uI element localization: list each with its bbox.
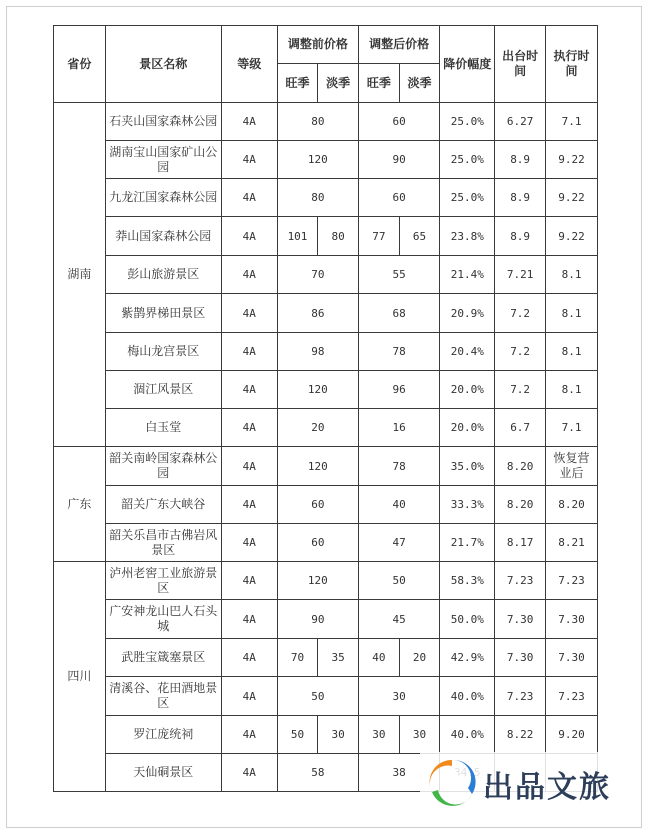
effective-cell: 9.20 — [546, 716, 598, 754]
scenic-name: 天仙硐景区 — [105, 754, 221, 792]
table-row — [54, 677, 598, 716]
discount-cell: 25.0% — [440, 103, 495, 141]
header-discount: 降价幅度 — [440, 26, 495, 103]
scenic-name: 紫鹊界梯田景区 — [105, 294, 221, 333]
price-after-off: 65 — [399, 217, 440, 256]
price-before: 98 — [277, 333, 358, 371]
effective-cell: 8.20 — [546, 486, 598, 524]
level-cell: 4A — [221, 103, 277, 141]
price-before: 60 — [277, 486, 358, 524]
price-after: 78 — [359, 333, 440, 371]
effective-cell: 8.1 — [546, 371, 598, 409]
price-before: 120 — [277, 141, 358, 179]
level-cell: 4A — [221, 754, 277, 792]
effective-cell: 8.1 — [546, 256, 598, 294]
table-row — [54, 141, 598, 179]
level-cell: 4A — [221, 333, 277, 371]
watermark-logo-icon — [424, 754, 480, 810]
effective-cell: 8.21 — [546, 524, 598, 562]
price-after: 40 — [359, 486, 440, 524]
table-row — [54, 371, 598, 409]
discount-cell: 42.9% — [440, 639, 495, 677]
header-before-peak: 旺季 — [277, 64, 318, 103]
scenic-name: 湖南宝山国家矿山公园 — [105, 141, 221, 179]
level-cell: 4A — [221, 217, 277, 256]
level-cell: 4A — [221, 294, 277, 333]
table-row — [54, 217, 598, 256]
release-cell: 7.23 — [495, 677, 546, 716]
level-cell: 4A — [221, 524, 277, 562]
price-after-peak: 30 — [359, 716, 400, 754]
release-cell: 7.30 — [495, 639, 546, 677]
price-after: 60 — [359, 103, 440, 141]
price-after: 38 — [359, 754, 440, 792]
release-cell: 7.30 — [495, 600, 546, 639]
scenic-name: 韶关乐昌市古佛岩风景区 — [105, 524, 221, 562]
table-row — [54, 600, 598, 639]
price-before: 20 — [277, 409, 358, 447]
discount-cell: 40.0% — [440, 716, 495, 754]
discount-cell: 58.3% — [440, 562, 495, 600]
release-cell: 7.2 — [495, 294, 546, 333]
level-cell: 4A — [221, 179, 277, 217]
price-before: 58 — [277, 754, 358, 792]
table-row — [54, 524, 598, 562]
header-level: 等级 — [221, 26, 277, 103]
header-after-off: 淡季 — [399, 64, 440, 103]
price-after: 16 — [359, 409, 440, 447]
scenic-name: 韶关广东大峡谷 — [105, 486, 221, 524]
price-after-peak: 40 — [359, 639, 400, 677]
release-cell: 8.20 — [495, 447, 546, 486]
header-after-peak: 旺季 — [359, 64, 400, 103]
scenic-name: 清溪谷、花田酒地景区 — [105, 677, 221, 716]
price-before: 80 — [277, 103, 358, 141]
watermark-text: 出品文旅 — [483, 770, 611, 805]
table-row — [54, 639, 598, 677]
discount-cell: 21.7% — [440, 524, 495, 562]
table-row — [54, 716, 598, 754]
discount-cell: 20.9% — [440, 294, 495, 333]
discount-cell: 25.0% — [440, 179, 495, 217]
discount-cell: 20.4% — [440, 333, 495, 371]
discount-cell: 21.4% — [440, 256, 495, 294]
scenic-name: 莽山国家森林公园 — [105, 217, 221, 256]
effective-cell: 7.1 — [546, 409, 598, 447]
release-cell: 7.2 — [495, 333, 546, 371]
header-release-time: 出台时间 — [495, 26, 546, 103]
province-cell: 湖南 — [54, 103, 106, 447]
price-before-peak: 50 — [277, 716, 318, 754]
price-after: 68 — [359, 294, 440, 333]
scenic-name: 广安神龙山巴人石头城 — [105, 600, 221, 639]
level-cell: 4A — [221, 562, 277, 600]
province-cell: 广东 — [54, 447, 106, 562]
effective-cell: 7.1 — [546, 103, 598, 141]
price-before: 70 — [277, 256, 358, 294]
price-after: 60 — [359, 179, 440, 217]
table-row — [54, 256, 598, 294]
effective-cell: 8.1 — [546, 333, 598, 371]
price-before-peak: 101 — [277, 217, 318, 256]
header-before-off: 淡季 — [318, 64, 359, 103]
effective-cell: 7.30 — [546, 600, 598, 639]
price-before-off: 35 — [318, 639, 359, 677]
discount-cell: 25.0% — [440, 141, 495, 179]
level-cell: 4A — [221, 141, 277, 179]
release-cell: 8.9 — [495, 217, 546, 256]
header-price-after: 调整后价格 — [359, 26, 440, 64]
discount-cell: 35.0% — [440, 447, 495, 486]
watermark — [420, 752, 630, 812]
price-after-off: 20 — [399, 639, 440, 677]
price-before: 120 — [277, 562, 358, 600]
header-province: 省份 — [54, 26, 106, 103]
price-after-peak: 77 — [359, 217, 400, 256]
level-cell: 4A — [221, 371, 277, 409]
effective-cell: 9.22 — [546, 179, 598, 217]
level-cell: 4A — [221, 677, 277, 716]
scenic-name: 武胜宝箴塞景区 — [105, 639, 221, 677]
effective-cell: 7.23 — [546, 677, 598, 716]
effective-cell: 9.22 — [546, 141, 598, 179]
release-cell: 6.7 — [495, 409, 546, 447]
table-row — [54, 562, 598, 600]
price-before: 80 — [277, 179, 358, 217]
scenic-name: 罗江庞统祠 — [105, 716, 221, 754]
scenic-name: 九龙江国家森林公园 — [105, 179, 221, 217]
table-row — [54, 333, 598, 371]
province-cell: 四川 — [54, 562, 106, 792]
table-row — [54, 103, 598, 141]
level-cell: 4A — [221, 447, 277, 486]
effective-cell: 7.23 — [546, 562, 598, 600]
discount-cell: 23.8% — [440, 217, 495, 256]
release-cell: 8.20 — [495, 486, 546, 524]
release-cell: 8.9 — [495, 179, 546, 217]
table-row — [54, 486, 598, 524]
price-after: 78 — [359, 447, 440, 486]
scenic-name: 泸州老窖工业旅游景区 — [105, 562, 221, 600]
release-cell: 7.23 — [495, 562, 546, 600]
discount-cell: 33.3% — [440, 486, 495, 524]
effective-cell: 恢复营业后 — [546, 447, 598, 486]
scenic-name: 韶关南岭国家森林公园 — [105, 447, 221, 486]
price-after: 47 — [359, 524, 440, 562]
header-effective-time: 执行时间 — [546, 26, 598, 103]
level-cell: 4A — [221, 486, 277, 524]
release-cell: 8.9 — [495, 141, 546, 179]
release-cell: 7.21 — [495, 256, 546, 294]
scenic-name: 白玉堂 — [105, 409, 221, 447]
effective-cell: 8.1 — [546, 294, 598, 333]
level-cell: 4A — [221, 600, 277, 639]
scenic-name: 彭山旅游景区 — [105, 256, 221, 294]
release-cell: 6.27 — [495, 103, 546, 141]
discount-cell: 40.0% — [440, 677, 495, 716]
level-cell: 4A — [221, 639, 277, 677]
price-after: 55 — [359, 256, 440, 294]
price-table — [53, 25, 598, 792]
price-before: 90 — [277, 600, 358, 639]
table-row — [54, 409, 598, 447]
price-before: 50 — [277, 677, 358, 716]
price-after: 45 — [359, 600, 440, 639]
price-after: 30 — [359, 677, 440, 716]
discount-cell: 20.0% — [440, 371, 495, 409]
price-before: 60 — [277, 524, 358, 562]
price-before: 120 — [277, 447, 358, 486]
effective-cell: 7.30 — [546, 639, 598, 677]
level-cell: 4A — [221, 409, 277, 447]
price-after-off: 30 — [399, 716, 440, 754]
release-cell: 8.17 — [495, 524, 546, 562]
price-after: 96 — [359, 371, 440, 409]
level-cell: 4A — [221, 716, 277, 754]
release-cell: 8.22 — [495, 716, 546, 754]
scenic-name: 梅山龙宫景区 — [105, 333, 221, 371]
price-before: 120 — [277, 371, 358, 409]
price-after: 50 — [359, 562, 440, 600]
price-after: 90 — [359, 141, 440, 179]
table-row — [54, 179, 598, 217]
release-cell: 7.2 — [495, 371, 546, 409]
header-price-before: 调整前价格 — [277, 26, 358, 64]
price-before-off: 30 — [318, 716, 359, 754]
header-scenic-name: 景区名称 — [105, 26, 221, 103]
price-before: 86 — [277, 294, 358, 333]
price-before-peak: 70 — [277, 639, 318, 677]
table-row — [54, 447, 598, 486]
scenic-name: 涸江风景区 — [105, 371, 221, 409]
level-cell: 4A — [221, 256, 277, 294]
price-before-off: 80 — [318, 217, 359, 256]
effective-cell: 9.22 — [546, 217, 598, 256]
scenic-name: 石夹山国家森林公园 — [105, 103, 221, 141]
table-row — [54, 294, 598, 333]
discount-cell: 20.0% — [440, 409, 495, 447]
discount-cell: 50.0% — [440, 600, 495, 639]
